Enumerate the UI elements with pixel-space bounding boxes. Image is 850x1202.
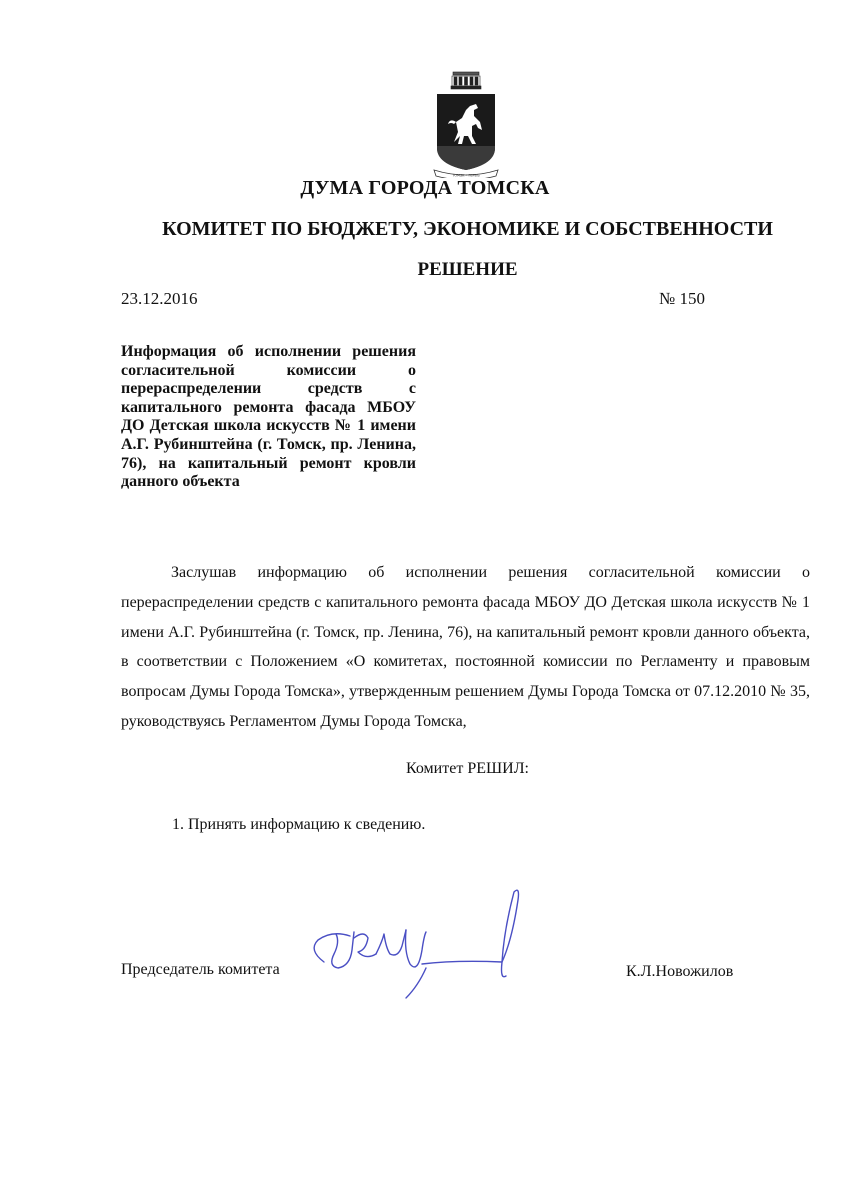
svg-text:TOMSK • ΓЕРБЪ: TOMSK • ΓЕРБЪ (452, 173, 480, 178)
resolution-item-1: 1. Принять информацию к сведению. (172, 816, 426, 833)
signatory-position: Председатель комитета (121, 961, 280, 978)
handwritten-signature-icon (306, 880, 526, 1005)
body-paragraph: Заслушав информацию об исполнении решения согласительной комиссии о перераспределении средств с капитального ремонта фасада МБОУ ДО Детская школа искусств № 1 имени А.Г. Рубинштейна (г. Томск, пр. Ленина, 76), на капитальный ремонт кровли данного объекта, в соответствии с Положением «О комитетах, постоянной комиссии по Регламенту и правовым вопросам Думы Города Томска», утвержденным решением Думы Города Томска от 07.12.2010 № 35, руководствуясь Регламентом Думы Города Томска, (121, 564, 810, 730)
committee-title: КОМИТЕТ ПО БЮДЖЕТУ, ЭКОНОМИКЕ И СОБСТВЕННОСТИ (162, 218, 773, 240)
signatory-name: К.Л.Новожилов (626, 963, 734, 980)
document-number: № 150 (659, 289, 705, 308)
resolved-heading: Комитет РЕШИЛ: (405, 760, 529, 777)
document-type-title: РЕШЕНИЕ (417, 259, 518, 280)
document-subject: Информация об исполнении решения согласительной комиссии о перераспределении средств с капитального ремонта фасада МБОУ ДО Детская школа искусств № 1 имени А.Г. Рубинштейна (г. Томск, пр. Ленина, 76), на капитальный ремонт кровли данного объекта (121, 343, 416, 491)
organization-title: ДУМА ГОРОДА ТОМСКА (300, 177, 550, 199)
tomsk-coat-of-arms-icon (432, 66, 500, 178)
document-date: 23.12.2016 (121, 289, 198, 308)
